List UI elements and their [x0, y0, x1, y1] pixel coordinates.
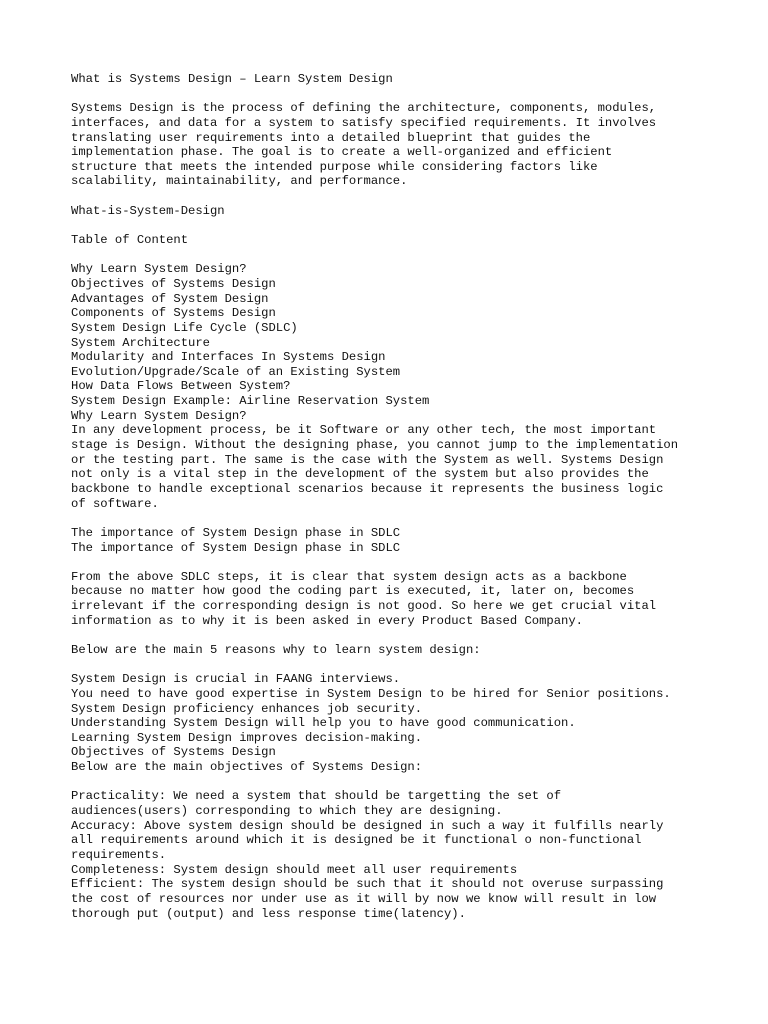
blank-line [71, 248, 751, 263]
text-line: because no matter how good the coding part is executed, it, later on, becomes [71, 584, 635, 599]
text-line: not only is a vital step in the development of the system but also provides the [71, 467, 649, 482]
text-line: From the above SDLC steps, it is clear that system design acts as a backbone [71, 569, 627, 584]
text-line: Practicality: We need a system that should be targetting the set of [71, 789, 562, 804]
text-line: System Design is crucial in FAANG interviews. [71, 672, 401, 687]
blank-line [71, 87, 751, 102]
text-line: Evolution/Upgrade/Scale of an Existing System [71, 364, 401, 379]
text-line: stage is Design. Without the designing phase, you cannot jump to the implementation [71, 438, 679, 453]
text-line: interfaces, and data for a system to satisfy specified requirements. It involves [71, 115, 657, 130]
text-line: Systems Design is the process of defining the architecture, components, modules, [71, 101, 657, 116]
text-line: Understanding System Design will help you to have good communication. [71, 716, 576, 731]
blank-line [71, 511, 751, 526]
text-line: The importance of System Design phase in SDLC [71, 540, 401, 555]
text-line: information as to why it is been asked in every Product Based Company. [71, 613, 583, 628]
text-line: Advantages of System Design [71, 291, 269, 306]
text-line: of software. [71, 496, 159, 511]
text-line: all requirements around which it is designed be it functional o non-functional [71, 833, 642, 848]
text-line: Completeness: System design should meet all user requirements [71, 862, 518, 877]
text-line: Accuracy: Above system design should be designed in such a way it fulfills nearly [71, 818, 664, 833]
document-page [71, 72, 751, 921]
text-line: Below are the main objectives of Systems Design: [71, 760, 423, 775]
text-line: structure that meets the intended purpose while considering factors like [71, 159, 598, 174]
text-line: System Design proficiency enhances job security. [71, 701, 423, 716]
text-line: How Data Flows Between System? [71, 379, 291, 394]
text-line: Why Learn System Design? [71, 408, 247, 423]
text-line: or the testing part. The same is the case with the System as well. Systems Design [71, 452, 664, 467]
text-line: backbone to handle exceptional scenarios because it represents the business logic [71, 481, 664, 496]
text-line: irrelevant if the corresponding design is not good. So here we get crucial vital [71, 599, 657, 614]
text-line: Components of Systems Design [71, 306, 276, 321]
text-line: the cost of resources nor under use as it will by now we know will result in low [71, 891, 657, 906]
text-line: Table of Content [71, 233, 189, 248]
text-line: translating user requirements into a detailed blueprint that guides the [71, 130, 591, 145]
blank-line [71, 218, 751, 233]
text-line: audiences(users) corresponding to which they are designing. [71, 804, 503, 819]
blank-line [71, 658, 751, 673]
text-line: Why Learn System Design? [71, 262, 247, 277]
text-line: scalability, maintainability, and performance. [71, 174, 408, 189]
blank-line [71, 189, 751, 204]
text-line: Objectives of Systems Design [71, 276, 276, 291]
text-line: implementation phase. The goal is to create a well-organized and efficient [71, 145, 613, 160]
text-line: What is Systems Design – Learn System Design [71, 72, 393, 86]
text-line: Below are the main 5 reasons why to learn system design: [71, 642, 481, 657]
text-line: thorough put (output) and less response time(latency). [71, 906, 466, 921]
text-line: The importance of System Design phase in SDLC [71, 525, 401, 540]
text-line: System Design Example: Airline Reservation System [71, 394, 430, 409]
blank-line [71, 628, 751, 643]
text-line: System Design Life Cycle (SDLC) [71, 320, 298, 335]
text-line: System Architecture [71, 335, 210, 350]
text-line: Objectives of Systems Design [71, 745, 276, 760]
text-line: What-is-System-Design [71, 203, 225, 218]
text-line: Modularity and Interfaces In Systems Design [71, 350, 386, 365]
text-line: You need to have good expertise in System Design to be hired for Senior positions. [71, 686, 671, 701]
blank-line [71, 555, 751, 570]
text-line: Learning System Design improves decision-making. [71, 730, 423, 745]
blank-line [71, 775, 751, 790]
text-line: In any development process, be it Software or any other tech, the most important [71, 423, 657, 438]
text-line: Efficient: The system design should be such that it should not overuse surpassing [71, 877, 664, 892]
text-line: requirements. [71, 847, 167, 862]
